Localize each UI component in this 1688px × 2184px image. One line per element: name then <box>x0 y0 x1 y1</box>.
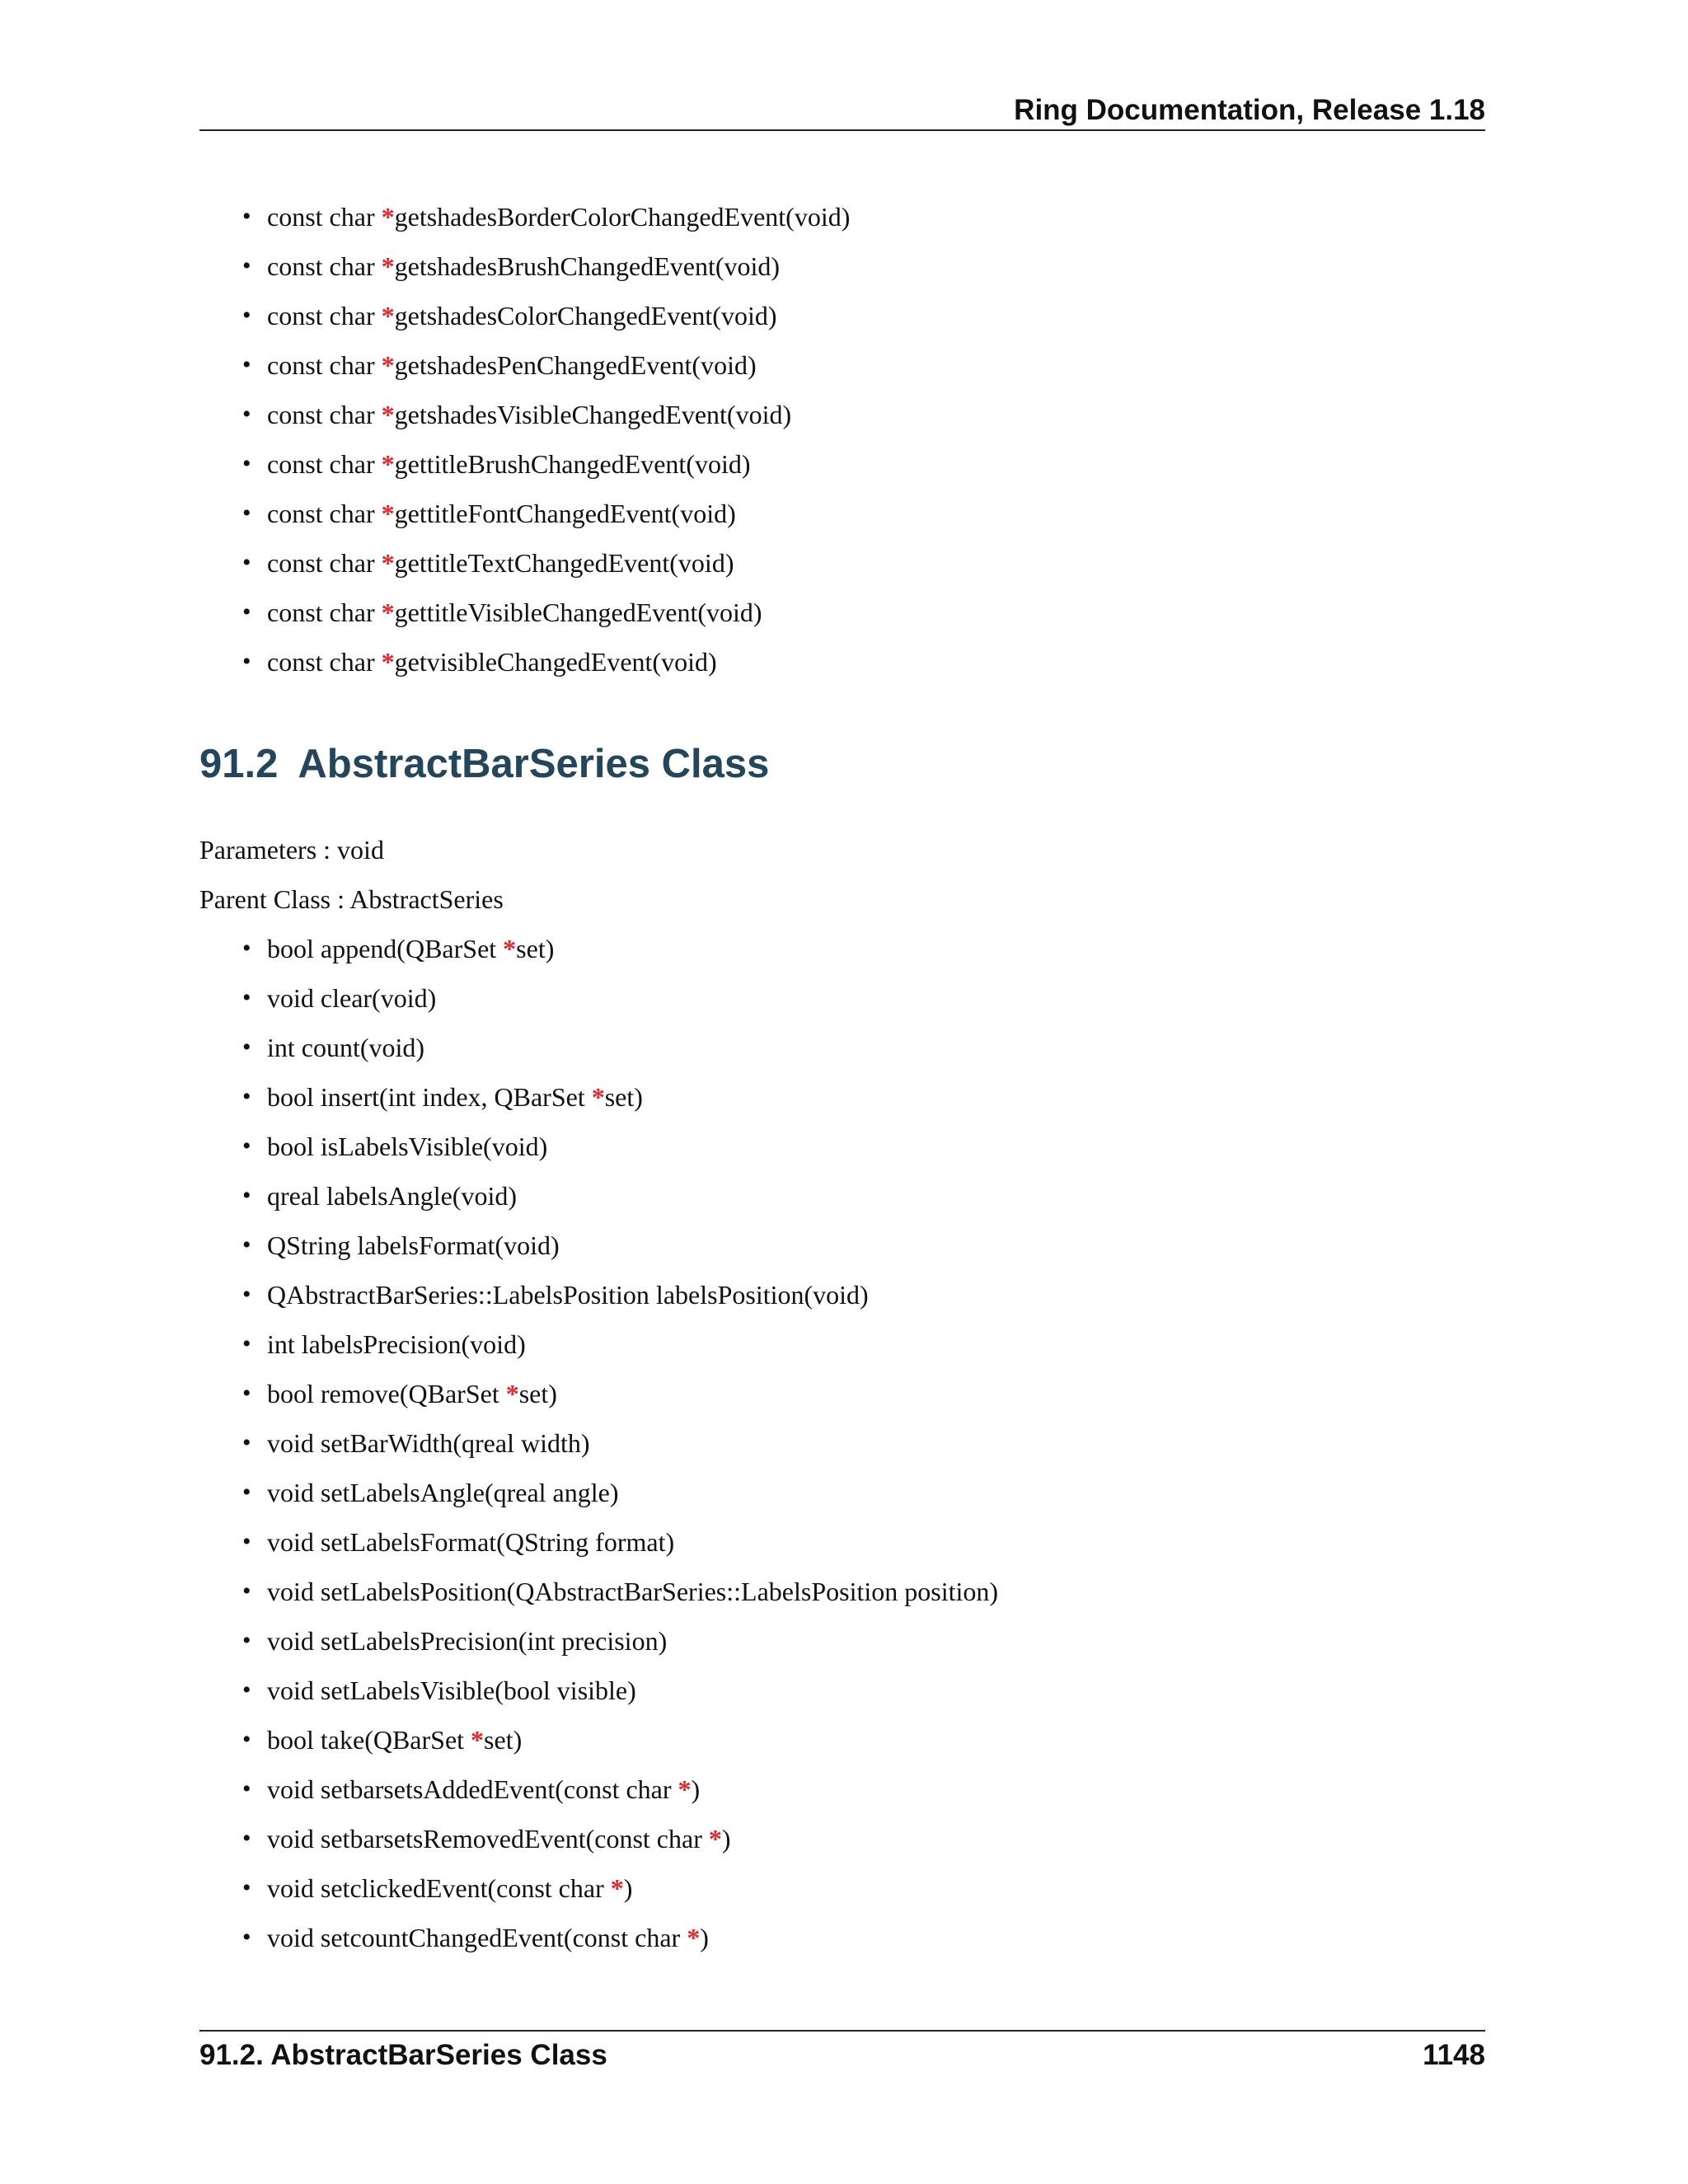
method-item <box>242 1863 998 1913</box>
method-text: bool insert(int index, QBarSet <box>267 1082 592 1112</box>
method-text: void setLabelsAngle(qreal angle) <box>267 1478 619 1507</box>
method-item <box>242 390 850 439</box>
method-item <box>242 1913 998 1962</box>
method-text: bool remove(QBarSet <box>267 1379 506 1408</box>
pointer-asterisk: * <box>708 1824 722 1854</box>
method-text: void setbarsetsRemovedEvent(const char <box>267 1824 709 1854</box>
method-text-rest: gettitleBrushChangedEvent(void) <box>394 449 751 479</box>
method-item <box>242 1023 998 1072</box>
method-text: void setclickedEvent(const char <box>267 1873 611 1903</box>
footer-divider <box>199 2030 1485 2032</box>
method-text: int count(void) <box>267 1033 425 1062</box>
pointer-asterisk: * <box>471 1725 485 1755</box>
method-text-rest: ) <box>700 1923 709 1952</box>
pointer-asterisk: * <box>381 202 395 232</box>
method-text: const char <box>267 350 382 380</box>
method-text: const char <box>267 598 382 627</box>
method-text: qreal labelsAngle(void) <box>267 1181 517 1211</box>
section-number: 91.2 <box>199 742 279 786</box>
running-header: Ring Documentation, Release 1.18 <box>1014 94 1485 126</box>
method-text-rest: getshadesPenChangedEvent(void) <box>394 350 757 380</box>
method-item <box>242 241 850 291</box>
method-text: const char <box>267 251 382 281</box>
pointer-asterisk: * <box>381 400 395 429</box>
section-title-text: AbstractBarSeries Class <box>298 742 770 786</box>
method-text: bool take(QBarSet <box>267 1725 471 1755</box>
method-text: const char <box>267 301 382 330</box>
pointer-asterisk: * <box>381 350 395 380</box>
method-item <box>242 973 998 1023</box>
method-text-rest: getvisibleChangedEvent(void) <box>394 647 717 677</box>
method-text: const char <box>267 202 382 232</box>
method-text: const char <box>267 647 382 677</box>
pointer-asterisk: * <box>381 251 395 281</box>
method-text-rest: ) <box>721 1824 731 1854</box>
footer-section-label: 91.2. AbstractBarSeries Class <box>199 2039 607 2071</box>
header-divider <box>199 129 1485 131</box>
method-text-rest: getshadesColorChangedEvent(void) <box>394 301 777 330</box>
method-text: int labelsPrecision(void) <box>267 1329 526 1359</box>
section-heading <box>199 738 769 790</box>
method-item <box>242 1517 998 1567</box>
method-item <box>242 192 850 241</box>
method-item <box>242 1221 998 1270</box>
method-text-rest: ) <box>691 1774 701 1804</box>
pointer-asterisk: * <box>381 647 395 677</box>
method-text: void setLabelsVisible(bool visible) <box>267 1675 636 1705</box>
method-item <box>242 1567 998 1616</box>
method-item <box>242 1666 998 1715</box>
pointer-asterisk: * <box>503 934 517 963</box>
method-item <box>242 538 850 588</box>
method-item <box>242 1369 998 1418</box>
pointer-asterisk: * <box>381 449 395 479</box>
method-text: const char <box>267 548 382 578</box>
method-item <box>242 439 850 489</box>
method-item <box>242 340 850 390</box>
method-item <box>242 924 998 973</box>
method-text-rest: gettitleFontChangedEvent(void) <box>394 499 736 528</box>
method-item <box>242 1319 998 1369</box>
method-list-top <box>242 192 850 687</box>
method-item <box>242 1072 998 1122</box>
method-text: void setLabelsPosition(QAbstractBarSeries::LabelsPosition position) <box>267 1577 999 1606</box>
pointer-asterisk: * <box>505 1379 519 1408</box>
method-text: const char <box>267 449 382 479</box>
pointer-asterisk: * <box>381 301 395 330</box>
method-item <box>242 1715 998 1765</box>
method-text-rest: getshadesBorderColorChangedEvent(void) <box>394 202 851 232</box>
method-text: QString labelsFormat(void) <box>267 1230 560 1260</box>
method-text: void setBarWidth(qreal width) <box>267 1428 590 1458</box>
method-item <box>242 1122 998 1171</box>
pointer-asterisk: * <box>381 548 395 578</box>
method-text-rest: set) <box>604 1082 643 1112</box>
method-item <box>242 1814 998 1863</box>
method-item <box>242 291 850 340</box>
method-list-section <box>242 924 998 1962</box>
method-item <box>242 489 850 538</box>
method-text: bool append(QBarSet <box>267 934 504 963</box>
method-text: void clear(void) <box>267 983 437 1013</box>
method-text: void setcountChangedEvent(const char <box>267 1923 687 1952</box>
pointer-asterisk: * <box>687 1923 701 1952</box>
running-footer <box>199 2037 1485 2074</box>
method-item <box>242 637 850 687</box>
method-text-rest: gettitleVisibleChangedEvent(void) <box>394 598 762 627</box>
pointer-asterisk: * <box>381 499 395 528</box>
method-text-rest: getshadesVisibleChangedEvent(void) <box>394 400 792 429</box>
method-text: const char <box>267 400 382 429</box>
method-text-rest: set) <box>518 1379 557 1408</box>
method-item <box>242 1418 998 1468</box>
method-item <box>242 588 850 637</box>
method-text: QAbstractBarSeries::LabelsPosition labelsPosition(void) <box>267 1280 869 1310</box>
method-text: bool isLabelsVisible(void) <box>267 1132 548 1161</box>
pointer-asterisk: * <box>610 1873 624 1903</box>
method-text-rest: ) <box>623 1873 633 1903</box>
method-text: void setLabelsFormat(QString format) <box>267 1527 675 1557</box>
parent-class-line: Parent Class : AbstractSeries <box>199 884 504 914</box>
method-item <box>242 1270 998 1319</box>
pointer-asterisk: * <box>678 1774 692 1804</box>
method-item <box>242 1616 998 1666</box>
pointer-asterisk: * <box>591 1082 605 1112</box>
method-text: void setbarsetsAddedEvent(const char <box>267 1774 678 1804</box>
method-text-rest: set) <box>484 1725 523 1755</box>
method-item <box>242 1171 998 1221</box>
method-text: void setLabelsPrecision(int precision) <box>267 1626 668 1656</box>
parameters-line: Parameters : void <box>199 835 384 865</box>
page-number: 1148 <box>1423 2039 1485 2071</box>
method-text: const char <box>267 499 382 528</box>
method-text-rest: getshadesBrushChangedEvent(void) <box>394 251 781 281</box>
method-text-rest: set) <box>516 934 555 963</box>
method-item <box>242 1765 998 1814</box>
method-item <box>242 1468 998 1517</box>
pointer-asterisk: * <box>381 598 395 627</box>
method-text-rest: gettitleTextChangedEvent(void) <box>394 548 734 578</box>
